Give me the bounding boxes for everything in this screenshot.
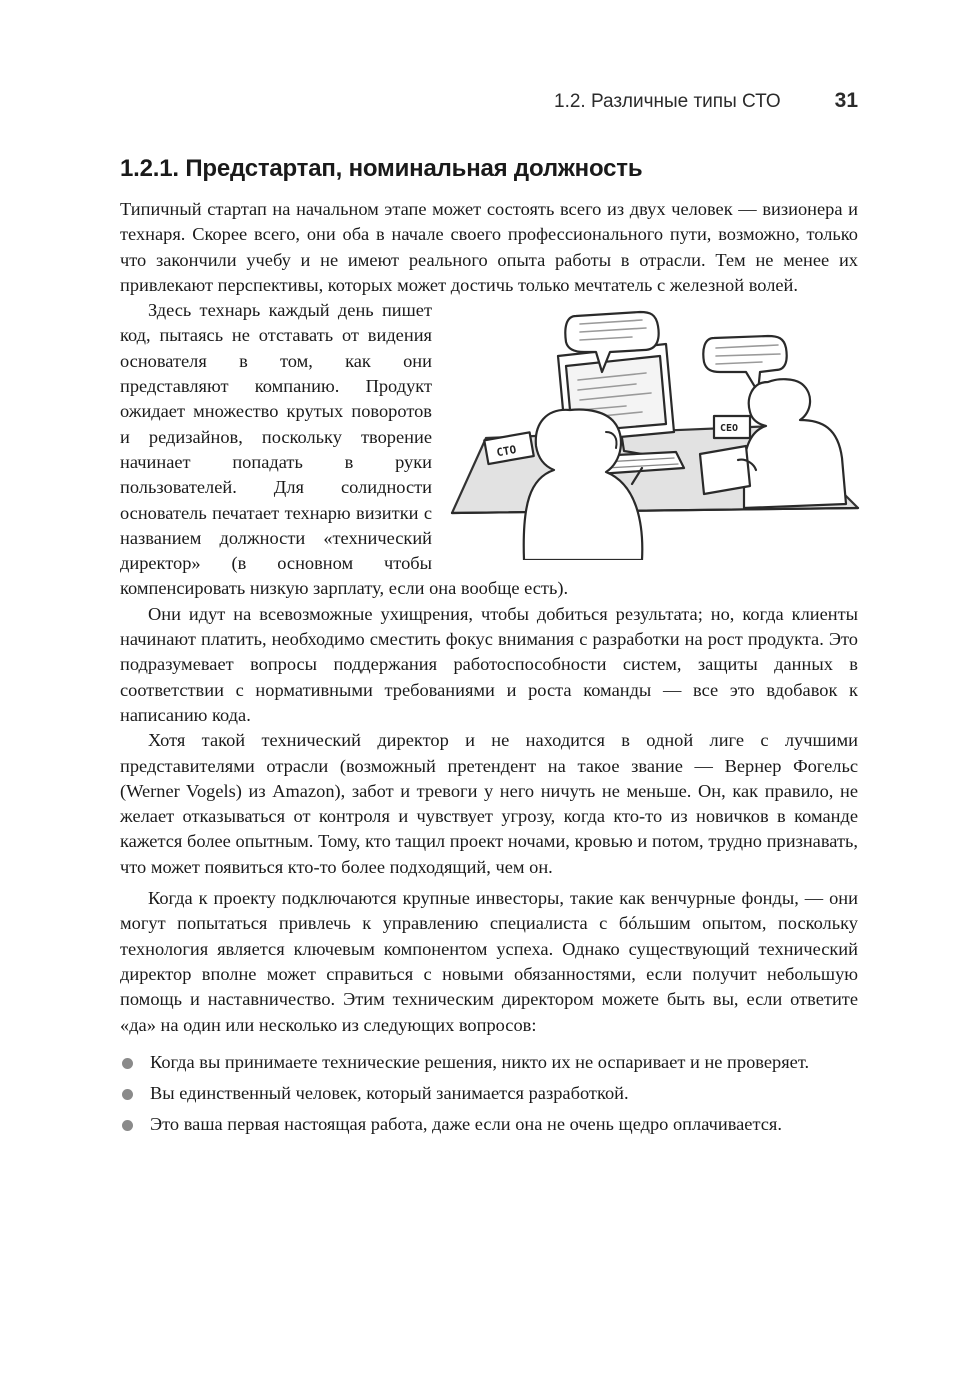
paragraph-2: Здесь технарь каждый день пишет код, пытаясь не отставать от видения основателя в том, как они представляют компанию. Продукт ожидает множество крутых поворотов и редизайнов, поскольку творение начинает попадать в руки пользователей. Для солидности основатель печатает технарю визитки с названием должности «технический директор» (в основном чтобы компенсировать низкую зарплату, если она вообще есть).	[120, 300, 569, 599]
book-page	[120, 0, 858, 1376]
list-item	[120, 1112, 858, 1137]
cto-ceo-illustration	[446, 308, 866, 560]
ceo-card-label: CEO	[720, 423, 739, 435]
cto-card-label: CTO	[495, 443, 518, 460]
question-list	[120, 1050, 858, 1138]
paragraph-3: Они идут на всевозможные ухищрения, чтобы добиться результата; но, когда клиенты начинают платить, необходимо сместить фокус внимания с разработки на рост продукта. Это подразумевает вопросы поддержания работоспособности систем, защиты данных в соответствии с нормативными требованиями и роста команды — все это вдобавок к написанию кода.	[120, 603, 858, 725]
body-text	[120, 197, 858, 1144]
page-number: 31	[834, 89, 858, 112]
list-item-text: Когда вы принимаете технические решения, никто их не оспаривает и не проверяет.	[150, 1051, 810, 1072]
list-item-text: Это ваша первая настоящая работа, даже если она не очень щедро оплачивается.	[150, 1114, 782, 1135]
section-heading: 1.2.1. Предстартап, номинальная должность	[120, 155, 643, 182]
paragraph-4: Хотя такой технический директор и не находится в одной лиге с лучшими представителями отрасли (возможный претендент на такое звание — Вернер Фогельс (Werner Vogels) из Amazon), забот и тревоги у него ничуть не меньше. Он, как правило, не желает отказываться от контроля и чувствует угрозу, когда кто-то из новичков в команде кажется более опытным. Тому, кто тащил проект ночами, кровью и потом, трудно признавать, что может появиться кто-то более подходящий, чем он.	[120, 730, 858, 877]
list-item	[120, 1050, 858, 1075]
bullet-icon	[122, 1120, 133, 1131]
bullet-icon	[122, 1058, 133, 1069]
illustration-drawing	[446, 308, 866, 560]
bullet-icon	[122, 1089, 133, 1100]
list-item	[120, 1081, 858, 1106]
paragraph-1: Типичный стартап на начальном этапе может состоять всего из двух человек — визионера и технаря. Скорее всего, они оба в начале своего профессионального пути, возможно, только что закончили учебу и не имеют реального опыта работы в отрасли. Тем не менее их привлекают перспективы, которых может достичь только мечтатель с железной волей.	[120, 199, 858, 295]
paragraph-5: Когда к проекту подключаются крупные инвесторы, такие как венчурные фонды, — они могут попытаться привлечь к управлению специалиста с бóльшим опытом, поскольку технология является ключевым компонентом успеха. Однако существующий технический директор вполне может справиться с новыми обязанностями, если получит небольшую помощь и наставничество. Этим техническим директором можете быть вы, если ответите «да» на один или несколько из следующих вопросов:	[120, 888, 858, 1035]
running-head	[554, 89, 858, 113]
list-item-text: Вы единственный человек, который занимается разработкой.	[150, 1083, 629, 1104]
running-head-section: 1.2. Различные типы СТО	[554, 91, 781, 112]
